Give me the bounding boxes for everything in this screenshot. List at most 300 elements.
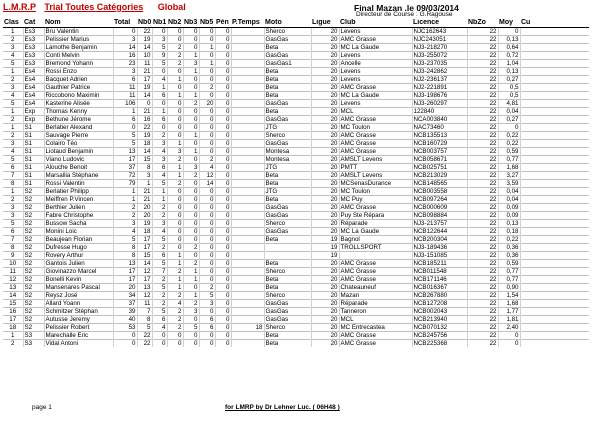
table-cell: 79 [113,180,137,188]
table-cell: 19 [311,252,339,260]
table-cell: 0 [167,132,183,140]
table-row [3,148,589,156]
table-cell: Beta [264,84,311,92]
table-row [3,300,589,308]
table-cell: 20 [311,260,339,268]
table-cell: Levens [339,68,412,76]
table-cell: 0 [183,156,199,164]
table-cell: 1 [183,52,199,60]
table-cell: Alouche Benoit [44,164,113,172]
table-cell: 0,77 [498,156,520,164]
column-header: Total [113,19,137,28]
table-cell: 22 [467,204,498,212]
table-cell: 22 [137,332,152,340]
report-header [3,2,186,12]
table-cell: NJ3-151085 [412,252,467,260]
table-cell: 1 [183,268,199,276]
table-cell: S1 [23,156,44,164]
table-cell: 0 [199,132,215,140]
table-cell: 22 [467,292,498,300]
table-cell: Marechalle Eric [44,332,113,340]
table-cell: 12 [3,276,23,284]
table-cell [520,244,589,252]
table-cell: NCB070132 [412,324,467,332]
table-cell: NCB185211 [412,260,467,268]
table-cell: Sherco [264,292,311,300]
table-cell: NCB002043 [412,308,467,316]
table-cell: NCB025751 [412,164,467,172]
table-cell: 8 [137,316,152,324]
table-cell: 0 [199,236,215,244]
table-cell: 0 [215,108,231,116]
table-cell: Giovinazzo Marcel [44,268,113,276]
table-cell: 0 [215,324,231,332]
table-cell: Beta [264,180,311,188]
column-header: NbZo [467,19,498,28]
table-cell: 2 [167,316,183,324]
table-cell: 22 [467,124,498,132]
table-cell: 19 [311,236,339,244]
column-header: Cu [520,19,589,28]
table-cell: 22 [467,44,498,52]
table-cell: 0 [199,188,215,196]
table-cell: 0 [167,196,183,204]
table-cell: 0 [199,252,215,260]
table-cell: S2 [23,244,44,252]
table-cell: 7 [137,308,152,316]
table-cell: Berthier Julien [44,204,113,212]
table-cell: Bussow Sacha [44,220,113,228]
table-cell: Bru Valentin [44,28,113,36]
table-cell: Rossi Valentin [44,180,113,188]
table-cell: Levens [339,100,412,108]
table-cell [231,68,264,76]
column-header: Moy [498,19,520,28]
table-cell: 4 [167,300,183,308]
table-cell: 0,09 [498,204,520,212]
table-cell: 0,59 [498,260,520,268]
table-cell: 18 [137,228,152,236]
table-cell: 20 [311,68,339,76]
table-cell: 0 [183,220,199,228]
table-cell: Riccobono Maximin [44,92,113,100]
table-cell: GasGas [264,140,311,148]
table-cell: 2 [167,324,183,332]
table-cell: S2 [23,316,44,324]
table-row [3,164,589,172]
table-cell: S1 [23,148,44,156]
table-cell: 22 [467,172,498,180]
table-cell: GasGas [264,300,311,308]
table-cell: Conti Melvin [44,52,113,60]
table-cell: 0,27 [498,116,520,124]
table-cell: 0 [167,84,183,92]
table-cell [231,340,264,348]
table-cell [231,308,264,316]
table-cell: 1 [199,44,215,52]
table-cell: 16 [113,52,137,60]
table-cell [520,60,589,68]
table-cell [520,156,589,164]
table-cell [520,300,589,308]
table-cell: S2 [23,260,44,268]
table-cell: Beaujean Florian [44,236,113,244]
table-cell: 20 [311,108,339,116]
table-row [3,268,589,276]
table-cell: GasGas1 [264,60,311,68]
table-cell: NCB003558 [412,188,467,196]
table-cell: Bacquet Adrien [44,76,113,84]
table-cell: 72 [113,172,137,180]
table-cell: Autusse Jeremy [44,316,113,324]
table-cell: 5 [113,132,137,140]
table-cell: 22 [467,220,498,228]
table-cell: 37 [113,164,137,172]
table-row [3,196,589,204]
table-cell: 0 [199,52,215,60]
table-cell [231,140,264,148]
table-cell [231,316,264,324]
table-cell [520,44,589,52]
table-cell: 2 [3,116,23,124]
table-cell: 0 [199,196,215,204]
table-cell: 0 [199,340,215,348]
table-cell: 9 [152,52,167,60]
table-cell: 2 [152,212,167,220]
table-cell: 0 [167,36,183,44]
table-cell: 53 [113,324,137,332]
table-cell: S2 [23,284,44,292]
table-cell: 20 [311,324,339,332]
table-cell: 1 [152,196,167,204]
table-cell: 17 [137,244,152,252]
table-cell: 4,81 [498,100,520,108]
table-cell [231,236,264,244]
table-cell: 2 [199,84,215,92]
table-cell: S3 [23,332,44,340]
table-cell: 0,72 [498,52,520,60]
table-cell: 0 [167,340,183,348]
table-cell: 1 [152,84,167,92]
table-cell: Puy Ste Répara [339,212,412,220]
table-cell [231,244,264,252]
table-cell: 0 [215,196,231,204]
table-cell: 0 [215,236,231,244]
table-cell: 20 [311,284,339,292]
table-cell: 3 [183,308,199,316]
table-cell: S2 [23,204,44,212]
table-cell: 0 [215,116,231,124]
table-cell: 0 [152,124,167,132]
table-cell: S2 [23,268,44,276]
table-cell: Bonelli Kevin [44,276,113,284]
table-cell: Exp [23,116,44,124]
table-cell: 20 [311,220,339,228]
table-cell: 5 [152,308,167,316]
table-cell: 0,27 [498,76,520,84]
table-cell: 0 [215,100,231,108]
table-cell: Thomas Kenny [44,108,113,116]
table-cell: AMC Grasse [339,260,412,268]
table-cell: Réparade [339,220,412,228]
table-cell: 12 [137,268,152,276]
table-row [3,84,589,92]
table-cell: 22 [467,140,498,148]
table-cell: 11 [113,92,137,100]
table-cell: 22 [137,124,152,132]
table-cell: 20 [199,100,215,108]
table-cell: Gauthier Patrice [44,84,113,92]
table-cell: 34 [113,292,137,300]
table-header-row [3,19,589,28]
table-cell: 2 [167,44,183,52]
table-cell: 22 [467,196,498,204]
table-cell: 1 [167,92,183,100]
table-cell: 0 [167,124,183,132]
table-cell: 0 [183,212,199,220]
table-cell: 22 [467,316,498,324]
table-cell: GasGas [264,204,311,212]
table-cell: 3 [152,220,167,228]
table-row [3,140,589,148]
table-cell: Exp [23,108,44,116]
table-cell: 2 [3,196,23,204]
table-cell: 2 [183,260,199,268]
table-cell: S2 [23,308,44,316]
table-cell: 0 [199,92,215,100]
table-cell: Es3 [23,36,44,44]
table-cell: NCB011548 [412,268,467,276]
table-cell: 0 [215,164,231,172]
table-cell: 20 [311,340,339,348]
table-cell: 0 [215,340,231,348]
table-cell: TROLLSPORT [339,244,412,252]
table-cell: 3 [3,84,23,92]
table-cell: 5 [183,324,199,332]
table-cell: NCB097264 [412,196,467,204]
table-cell [520,116,589,124]
table-cell: 22 [467,100,498,108]
report-title: Trial Toutes Catégories [44,2,144,12]
table-cell: 20 [311,92,339,100]
table-cell: 1,54 [498,292,520,300]
column-header: Clas [3,19,23,28]
table-cell: 8 [3,244,23,252]
table-row [3,60,589,68]
table-cell: NJ2-221891 [412,84,467,92]
table-cell [520,92,589,100]
table-cell: NCB213029 [412,172,467,180]
table-cell: 3 [152,36,167,44]
table-cell: Viano Ludovic [44,156,113,164]
table-cell: 0 [167,108,183,116]
table-cell: 0 [215,300,231,308]
table-cell: 2,40 [498,324,520,332]
table-cell: MC La Gaude [339,44,412,52]
footer-credit: for LMRP by Dr Lehner Luc. ( 06H48 ) [225,404,340,411]
table-cell: 22 [467,332,498,340]
table-cell: 0 [215,252,231,260]
table-cell: 0 [199,148,215,156]
table-cell: AMC Grasse [339,204,412,212]
table-cell: GasGas [264,212,311,220]
table-row [3,228,589,236]
table-cell: AMC Grasse [339,340,412,348]
table-cell: MC Toulon [339,124,412,132]
column-header: Nom [44,19,113,28]
table-cell: 3 [137,172,152,180]
table-cell: Lamothe Benjamin [44,44,113,52]
table-cell: 0 [215,332,231,340]
table-cell: 22 [467,28,498,36]
table-cell: NCB000609 [412,204,467,212]
table-cell: Beta [264,340,311,348]
table-row [3,316,589,324]
table-cell: 0 [199,28,215,36]
table-cell: 1,77 [498,308,520,316]
table-cell [231,36,264,44]
table-cell: 10 [3,260,23,268]
table-cell: NJ2-236137 [412,76,467,84]
table-cell: 0 [167,244,183,252]
table-cell: 19 [137,36,152,44]
table-cell: S2 [23,220,44,228]
table-cell: 0,22 [498,140,520,148]
table-cell: 14 [3,292,23,300]
table-cell: 0 [498,28,520,36]
table-cell: 19 [137,132,152,140]
table-cell: Bagnol [339,236,412,244]
table-cell: Sherco [264,132,311,140]
table-cell: 0 [152,100,167,108]
table-cell [231,228,264,236]
table-cell: 17 [113,268,137,276]
table-cell: Levens [339,52,412,60]
table-cell: 22 [467,324,498,332]
table-cell: 20 [311,140,339,148]
table-cell: 8 [3,180,23,188]
table-cell: 0 [167,228,183,236]
table-cell [339,252,412,260]
table-cell: Montesa [264,148,311,156]
table-cell [231,52,264,60]
table-cell: 1,04 [498,60,520,68]
table-cell [520,196,589,204]
table-cell: 22 [467,300,498,308]
table-cell: 0 [215,244,231,252]
race-director: Directeur de Course : G.Ragouse [356,11,453,18]
table-cell: 0,13 [498,68,520,76]
table-cell: AMSLT Levens [339,172,412,180]
table-cell: 15 [3,300,23,308]
table-cell [231,116,264,124]
table-cell: 0 [167,68,183,76]
table-cell: 17 [137,276,152,284]
table-cell: 2 [167,268,183,276]
table-cell: 0 [199,116,215,124]
table-cell: Tanneron [339,308,412,316]
table-cell: 22 [467,260,498,268]
table-cell: 11 [137,60,152,68]
table-cell: 4 [3,148,23,156]
table-row [3,172,589,180]
table-row [3,276,589,284]
table-cell: 1 [183,92,199,100]
column-header: Nb1 [153,19,167,26]
table-cell: 0 [215,52,231,60]
table-cell: 20 [311,316,339,324]
table-cell: S2 [23,228,44,236]
table-cell: GasGas [264,316,311,324]
table-cell: 1,81 [498,316,520,324]
table-cell: 0 [215,84,231,92]
table-cell: GasGas [264,228,311,236]
table-cell: AMC Grasse [339,332,412,340]
table-cell: MCL [339,316,412,324]
table-cell [520,204,589,212]
table-cell: 0 [498,124,520,132]
table-cell: Es4 [23,68,44,76]
table-cell: 0,22 [498,132,520,140]
table-cell: 0 [215,156,231,164]
table-cell: JTG [264,124,311,132]
column-header: Cat [23,19,44,28]
table-cell: 21 [137,108,152,116]
table-cell: 11 [113,84,137,92]
table-cell: 0 [167,204,183,212]
table-cell [231,188,264,196]
table-cell: 7 [3,172,23,180]
table-cell: MCSenasDurance [339,180,412,188]
table-cell: Levens [339,28,412,36]
table-cell: 22 [467,308,498,316]
table-cell: 12 [137,292,152,300]
table-cell: Kasterine Alisée [44,100,113,108]
table-cell: NCB003757 [412,148,467,156]
table-cell: 3,59 [498,180,520,188]
table-cell: NJ3-189436 [412,244,467,252]
table-cell: 3 [199,300,215,308]
org-title: L.M.R.P [3,2,36,12]
table-cell: 0 [199,140,215,148]
table-cell: 0 [183,228,199,236]
table-cell [264,244,311,252]
table-cell [231,156,264,164]
table-cell: 6 [199,324,215,332]
table-cell: 0 [199,108,215,116]
table-cell: 2 [167,60,183,68]
table-cell: 14 [137,44,152,52]
table-cell: 1 [183,276,199,284]
table-cell: 20 [113,284,137,292]
table-cell: 0,04 [498,108,520,116]
table-cell [520,180,589,188]
table-cell: Beta [264,108,311,116]
table-cell: Beta [264,276,311,284]
table-cell: 19 [311,244,339,252]
table-cell: 0 [215,308,231,316]
table-cell: 20 [311,228,339,236]
table-cell: 6 [113,116,137,124]
table-cell: S2 [23,212,44,220]
table-cell: 0 [215,228,231,236]
table-cell: 3,27 [498,172,520,180]
table-row [3,244,589,252]
column-header: Nb3 [184,19,198,26]
table-cell: NJ3-198676 [412,92,467,100]
table-cell: Beta [264,284,311,292]
table-cell: NJ3-242862 [412,68,467,76]
